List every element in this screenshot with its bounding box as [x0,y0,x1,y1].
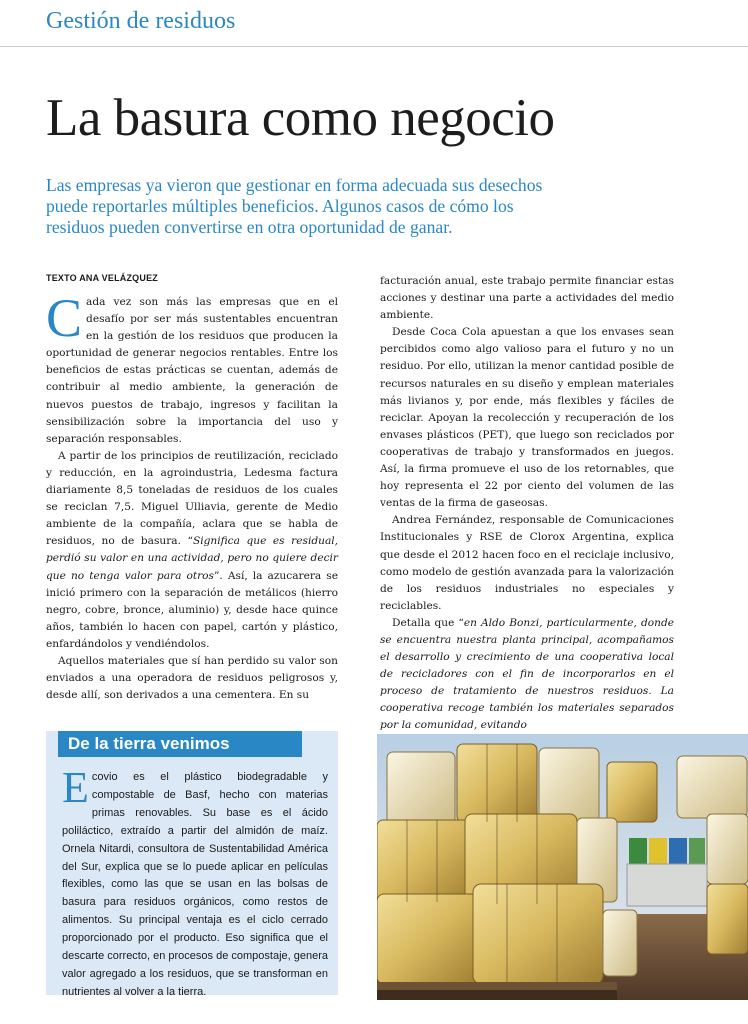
paragraph: Desde Coca Cola apuestan a que los envases sean percibidos como algo valioso para el futuro y no un residuo. Por ello, utilizan la menor cantidad posible de recursos naturales en su diseño y emplean materiales más livianos y, por ende, más flexibles y fáciles de reciclar. Apoyan la recolección y recuperación de los envases plásticos (PET), que luego son reciclados por cooperativas de trabajo y transformados en juegos. Así, la firma promueve el uso de los retornables, que hoy representa el 22 por ciento del volumen de las ventas de la firma de gaseosas. [380,326,674,510]
byline: TEXTO ANA VELÁZQUEZ [46,273,158,283]
drop-cap: C [46,288,83,348]
sidebar-text [62,763,328,1002]
sidebar-heading: De la tierra venimos [58,731,302,757]
sidebar-box [46,731,338,998]
recycling-bales-photo [377,734,748,1000]
paragraph: Aquellos materiales que sí han perdido su valor son enviados a una operadora de residuos peligrosos y, desde allí, son derivados a una cementera. En su [46,654,338,702]
drop-cap: E [62,763,89,812]
article-column-1 [46,288,339,704]
quote-text: Significa que es residual, perdió su valor en una actividad, pero no quiere decir que no tenga valor para otros [46,535,339,582]
paragraph: facturación anual, este trabajo permite financiar estas acciones y destinar una parte a actividades del medio ambiente. [380,275,674,322]
quote-text: en Aldo Bonzi, particularmente, donde se encuentra nuestra planta principal, acompañamos el desarrollo y crecimiento de una cooperativa local de recicladores con el fin de incorporarlos en el proceso de tratamiento de nuestros residuos. La cooperativa recoge también los materiales separados por la comunidad, evitando [380,616,674,732]
paragraph-text: ada vez son más las empresas que en el desafío por ser más sustentables encuentran en la gestión de los residuos que producen la oportunidad de generar negocios rentables. Entre los beneficios de estas prácticas se cuentan, además de contribuir al medio ambiente, la generación de nuevos puestos de trabajo, ingresos y facilitan la sensibilización sobre la importancia del uso y separación responsables. [46,296,338,445]
paragraph: Andrea Fernández, responsable de Comunicaciones Institucionales y RSE de Clorox Argentina, explica que desde el 2012 hacen foco en el reciclaje inclusivo, como modelo de gestión avanzada para la valorización de los residuos industriales no especiales y reciclables. [380,514,674,612]
paragraph-text: A partir de los principios de reutilización, reciclado y reducción, en la agroindustria, Ledesma factura diariamente 8,5 toneladas de residuos de los cuales se reciclan 7,5. Miguel Ulliavia, gerente de Medio ambiente de la compañía, aclara que se habla de residuos, no de basura. “ [46,449,338,548]
paragraph-text: ”. Así, la azucarera se inició primero con la separación de metálicos (hierro negro, cobre, bronce, aluminio) y, desde hace quince años, también lo hacen con papel, cartón y plástico, enfardándolos y vendiéndolos. [46,569,338,650]
article-lead: Las empresas ya vieron que gestionar en forma adecuada sus desechos puede reportarles múltiples beneficios. Algunos casos de cómo los residuos pueden convertirse en otra oportunidad de ganar. [46,175,543,237]
paragraph-text: Detalla que “ [392,616,464,629]
sidebar-paragraph: covio es el plástico biodegradable y compostable de Basf, hecho con materias primas renovables. Su base es el ácido poliláctico, extraído a partir del almidón de maíz. Ornela Nitardi, consultora de Sustentabilidad América del Sur, explica que se lo puede aplicar en películas flexibles, como las que se usan en las bolsas de basura para residuos orgánicos, como restos de alimentos. Su principal ventaja es el ciclo cerrado proporcionado por el producto. Eso significa que el descarte correcto, en procesos de compostaje, genera valor agregado a los residuos, que se transforman en nutrientes al volver a la tierra. [62,771,328,998]
photo-illustration [377,734,748,1000]
article-column-2 [380,273,674,735]
paragraph [46,448,338,653]
paragraph [46,288,338,448]
paragraph [380,615,674,735]
section-tag: Gestión de residuos [46,8,236,34]
article-title: La basura como negocio [46,89,555,147]
header-rule [0,46,748,47]
